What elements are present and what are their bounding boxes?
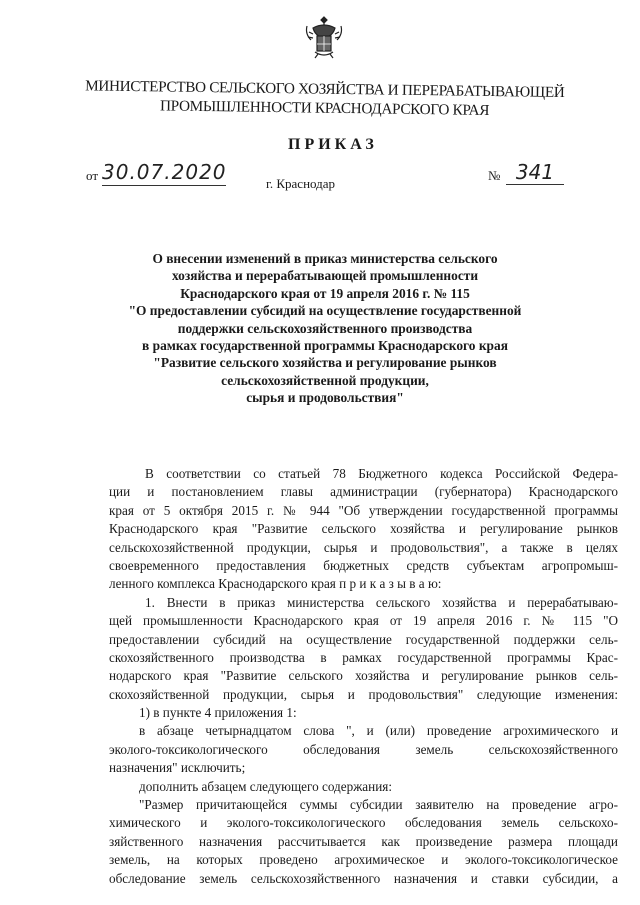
heading-line: сельскохозяйственной продукции, <box>221 372 429 388</box>
order-title: ПРИКАЗ <box>288 136 378 153</box>
body-line: обследование земель сельскохозяйственного назначения и ставки субсидии, а <box>109 870 618 886</box>
order-heading <box>120 250 530 407</box>
number-prefix: № <box>488 168 501 183</box>
handwritten-number: 341 <box>506 160 564 185</box>
order-body <box>109 465 618 888</box>
heading-line: "Развитие сельского хозяйства и регулирование рынков <box>153 355 497 371</box>
body-line: ции и постановлением главы администрации (губернатора) Краснодарского <box>109 484 618 500</box>
body-line: назначения" исключить; <box>109 760 246 776</box>
body-line: своевременного предоставления бюджетных средств субъектам агропромыш- <box>109 557 618 573</box>
body-line: зяйственного назначения рассчитывается как произведение размера площади <box>109 833 618 849</box>
ministry-name <box>59 76 589 121</box>
body-line: нодарского края "Развитие сельского хозяйства и регулирование рынков сель- <box>109 668 618 684</box>
body-line: эколого-токсикологического обследования земель сельскохозяйственного <box>109 741 618 757</box>
body-line: химического и эколого-токсикологического обследования земель сельскохо- <box>109 815 618 831</box>
body-line: предоставлении субсидий на осуществление государственной поддержки сель- <box>109 631 618 647</box>
heading-line: поддержки сельскохозяйственного производства <box>177 320 473 336</box>
body-line: земель, на которых проведено агрохимическое и эколого-токсикологическое <box>109 852 618 868</box>
body-line: 1) в пункте 4 приложения 1: <box>139 705 297 721</box>
body-line: сельскохозяйственной продукции, сырья и продовольствия", а также в целях <box>109 539 618 555</box>
date-prefix: от <box>86 168 99 183</box>
ministry-line-2: ПРОМЫШЛЕННОСТИ КРАСНОДАРСКОГО КРАЯ <box>159 97 490 119</box>
ministry-line-1: МИНИСТЕРСТВО СЕЛЬСКОГО ХОЗЯЙСТВА И ПЕРЕРАБАТЫВАЮЩЕЙ <box>85 77 565 102</box>
heading-line: сырья и продовольствия" <box>246 390 404 406</box>
city-line: г. Краснодар <box>266 176 336 191</box>
body-line: "Размер причитающейся суммы субсидии заявителю на проведение агро- <box>139 797 618 813</box>
body-line: В соответствии со статьей 78 Бюджетного кодекса Российской Федера- <box>145 466 618 481</box>
body-line: щей промышленности Краснодарского края от 19 апреля 2016 г. № 115 "О <box>109 613 618 629</box>
heading-line: "О предоставлении субсидий на осуществление государственной <box>128 303 522 319</box>
body-line: дополнить абзацем следующего содержания: <box>139 778 393 794</box>
body-line: в абзаце четырнадцатом слова ", и (или) проведение агрохимического и <box>139 723 618 739</box>
body-line: скохозяйственной продукции, сырья и продовольствия" следующие изменения: <box>109 686 618 702</box>
body-line: 1. Внести в приказ министерства сельского хозяйства и перерабатываю- <box>145 594 618 610</box>
coat-of-arms-icon <box>303 14 345 60</box>
heading-line: О внесении изменений в приказ министерства сельского <box>152 251 498 266</box>
body-line: Краснодарского края "Развитие сельского хозяйства и регулирование рынков <box>109 521 618 537</box>
heading-line: Краснодарского края от 19 апреля 2016 г. № 115 <box>180 285 470 301</box>
handwritten-date: 30.07.2020 <box>102 160 227 184</box>
heading-line: хозяйства и перерабатывающей промышленности <box>171 268 479 284</box>
heading-line: в рамках государственной программы Краснодарского края <box>142 338 508 354</box>
body-line: края от 5 октября 2015 г. № 944 "Об утверждении государственной программы <box>109 502 618 518</box>
body-line: ленного комплекса Краснодарского края п р и к а з ы в а ю: <box>109 576 442 592</box>
body-line: скохозяйственного производства в рамках государственной программы Крас- <box>109 649 618 665</box>
